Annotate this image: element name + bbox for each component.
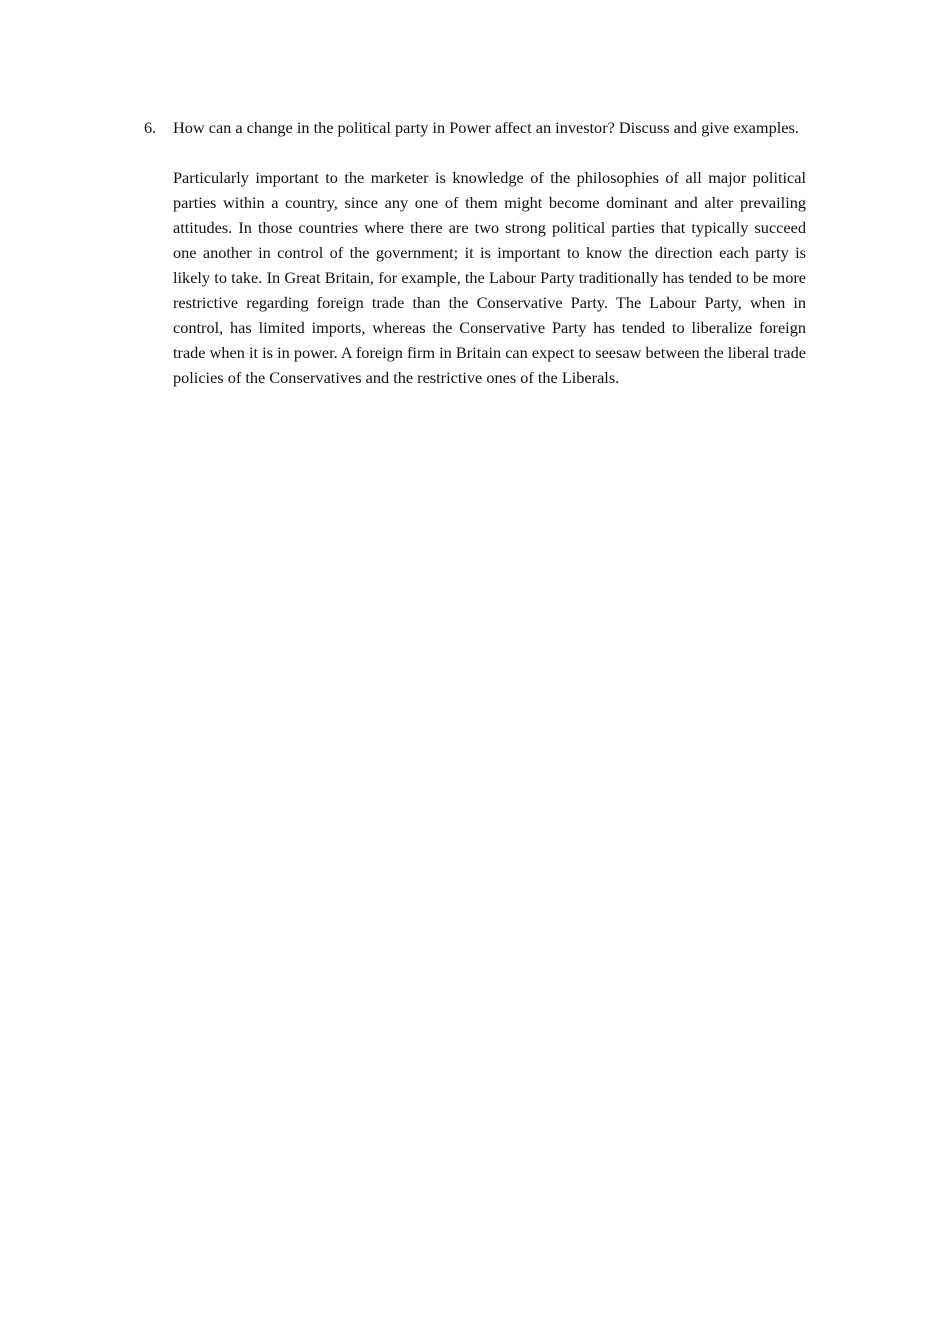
question-text: How can a change in the political party in Power affect an investor? Discuss and give examples.	[173, 118, 799, 137]
question-block	[144, 115, 806, 406]
question-row	[144, 115, 806, 140]
answer-paragraph: Particularly important to the marketer is knowledge of the philosophies of all major political parties within a country, since any one of them might become dominant and alter prevailing attitudes. In those countries where there are two strong political parties that typically succeed one another in control of the government; it is important to know the direction each party is likely to take. In Great Britain, for example, the Labour Party traditionally has tended to be more restrictive regarding foreign trade than the Conservative Party. The Labour Party, when in control, has limited imports, whereas the Conservative Party has tended to liberalize foreign trade when it is in power. A foreign firm in Britain can expect to seesaw between the liberal trade policies of the Conservatives and the restrictive ones of the Liberals.	[173, 168, 806, 387]
question-number: 6.	[144, 118, 157, 137]
